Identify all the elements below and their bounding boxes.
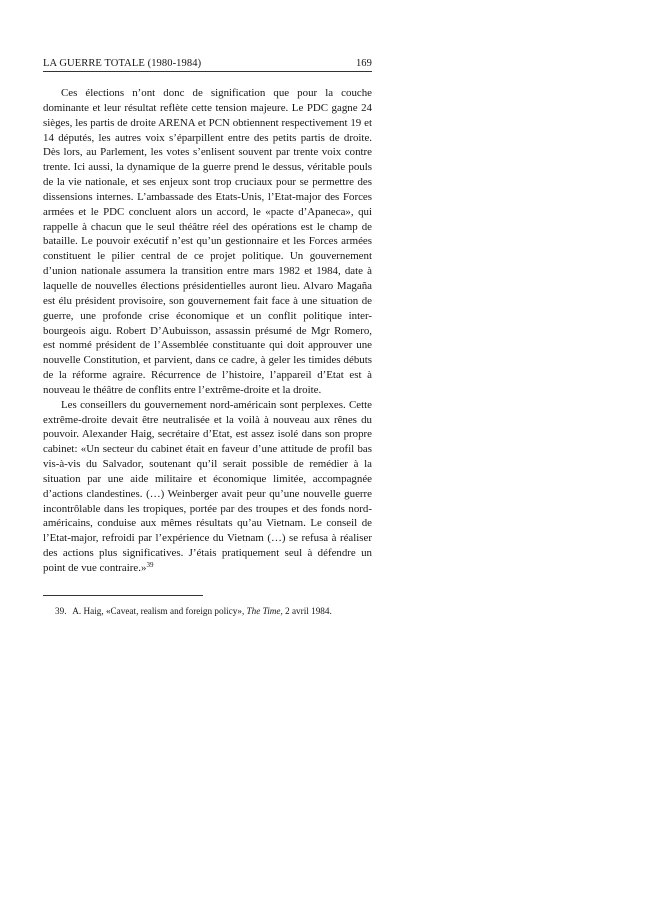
page-number: 169 — [355, 58, 372, 69]
book-page — [43, 58, 372, 617]
footnote-text-after: 2 avril 1984. — [285, 605, 332, 616]
paragraph-1-text: Ces élections n’ont donc de signification que pour la couche dominante et leur résultat reflète cette tension majeure. Le PDC gagne 24 sièges, les partis de droite ARENA et PCN obtiennent respectivement 19 et 14 députés, les autres voix s’éparpillent entre des petits partis de droite. Dès lors, au Parlement, les votes s’enlisent souvent par trente voix contre trente. Ici aussi, la dynamique de la guerre prend le dessus, véritable pouls de la vie nationale, et ses enjeux sont trop cruciaux pour se permettre des dissensions internes. L’ambassade des Etats-Unis, l’Etat-major des Forces armées et le PDC concluent alors un accord, le «pacte d’Apaneca», qui rappelle à chacun que le seul théâtre réel des opérations est le champ de bataille. Le pouvoir exécutif n’est qu’un gestionnaire et les Forces armées constituent le pilier central de ce projet politique. Un gouvernement d’union nationale assumera la transition entre mars 1982 et 1984, date à laquelle de nouvelles élections présidentielles auront lieu. Alvaro Magaña est élu président provisoire, son gouvernement fait face à une situation de guerre, une profonde crise économique et un conflit politique inter-bourgeois aigu. Robert D’Aubuisson, assassin présumé de Mgr Romero, est nommé président de l’Assemblée constituante qui doit approuver une nouvelle Constitution, et parvient, dans ce cadre, à geler les timides débuts de la réforme agraire. Récurrence de l’histoire, l’appareil d’Etat est à nouveau le théâtre de conflits entre l’extrême-droite et la droite. — [43, 87, 372, 396]
paragraph-2 — [43, 398, 372, 576]
footnote-text-before: A. Haig, «Caveat, realism and foreign policy», — [72, 605, 245, 616]
footnote-publication: The Time, — [246, 605, 283, 616]
paragraph-2-text: Les conseillers du gouvernement nord-américain sont perplexes. Cette extrême-droite devait être neutralisée et la voilà à nouveau aux rênes du pouvoir. Alexander Haig, secrétaire d’Etat, est assez isolé dans son propre cabinet: «Un secteur du cabinet était en faveur d’une attitude de profil bas vis-à-vis du Salvador, soutenant qu’il serait possible de remédier à la situation par une aide militaire et économique limitée, accompagnée d’actions clandestines. (…) Weinberger avait peur qu’une nouvelle guerre incontrôlable dans les tropiques, portée par des troupes et des fonds nord-américains, conduise aux mêmes résultats qu’au Vietnam. Le conseil de l’Etat-major, refroidi par l’expérience du Vietnam (…) se refusa à réaliser des actions plus significatives. J’étais pratiquement seul à défendre un point de vue contraire.» — [43, 398, 372, 574]
footnote-number: 39. — [55, 605, 67, 616]
footnote — [43, 605, 372, 617]
chapter-title: LA GUERRE TOTALE (1980-1984) — [43, 58, 202, 69]
running-header — [43, 58, 372, 72]
paragraph-1 — [43, 86, 372, 398]
footnote-reference: 39 — [146, 561, 154, 569]
footnote-separator — [43, 595, 203, 596]
body-text — [43, 86, 372, 576]
